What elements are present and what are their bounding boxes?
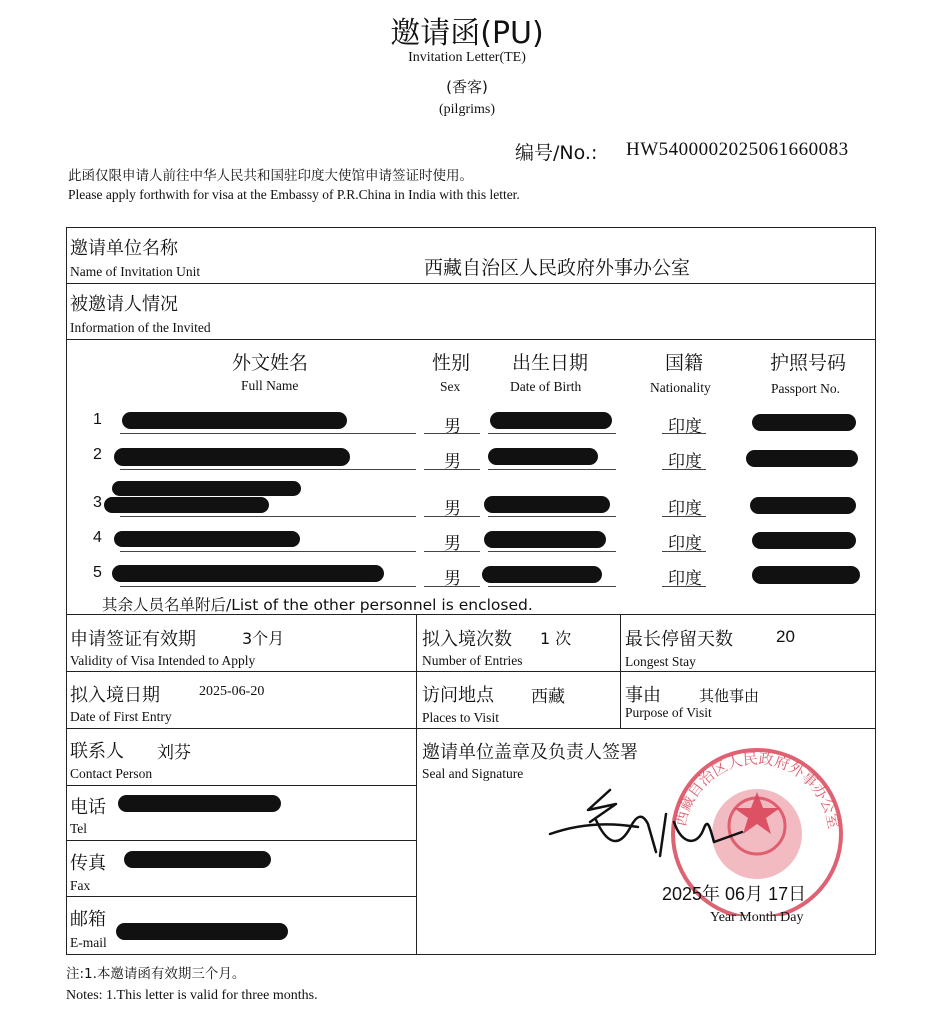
col-header-sex: 性别	[432, 352, 471, 374]
redaction-bar	[482, 566, 602, 583]
contact-value: 刘芬	[157, 743, 191, 763]
col-header-name: 外文姓名	[232, 352, 309, 374]
validity-label: 申请签证有效期	[70, 629, 196, 650]
redaction-bar	[752, 414, 856, 431]
redaction-bar	[488, 448, 598, 465]
row-number: 5	[93, 564, 102, 581]
purpose-label-en: Purpose of Visit	[625, 705, 712, 720]
col-header-dob: 出生日期	[512, 352, 589, 374]
entries-value: 1 次	[540, 629, 572, 648]
redaction-bar	[118, 795, 281, 812]
contact-label-en: Contact Person	[70, 766, 153, 781]
redaction-bar	[752, 532, 856, 549]
redaction-bar	[114, 448, 350, 466]
row-nationality: 印度	[668, 452, 702, 472]
document-number-label: 编号/No.:	[515, 142, 598, 164]
footer-note-en: Notes: 1.This letter is valid for three months.	[66, 988, 318, 1003]
email-label-en: E-mail	[70, 935, 107, 950]
validity-value: 3个月	[242, 629, 285, 648]
entries-label: 拟入境次数	[422, 629, 512, 650]
entry-date-value: 2025-06-20	[199, 684, 265, 699]
unit-name: 西藏自治区人民政府外事办公室	[424, 257, 691, 279]
signature	[548, 782, 748, 862]
row-sex: 男	[444, 452, 461, 472]
invited-label-en: Information of the Invited	[70, 320, 211, 335]
row-sex: 男	[444, 499, 461, 519]
col-header-passport-en: Passport No.	[771, 381, 841, 396]
stay-value: 20	[776, 627, 795, 646]
col-header-nationality-en: Nationality	[650, 380, 711, 395]
row-number: 3	[93, 494, 102, 511]
col-header-sex-en: Sex	[440, 379, 461, 394]
page-title: 邀请函(PU)	[390, 16, 544, 51]
email-label: 邮箱	[70, 909, 106, 930]
col-header-dob-en: Date of Birth	[510, 379, 582, 394]
stay-label: 最长停留天数	[625, 629, 733, 650]
usage-note-en: Please apply forthwith for visa at the Embassy of P.R.China in India with this letter.	[68, 187, 520, 202]
sign-date-en: Year Month Day	[710, 910, 804, 925]
entry-date-label-en: Date of First Entry	[70, 709, 172, 724]
places-label: 访问地点	[422, 685, 494, 706]
unit-label-en: Name of Invitation Unit	[70, 264, 201, 279]
redaction-bar	[124, 851, 271, 868]
usage-note-cn: 此函仅限申请人前往中华人民共和国驻印度大使馆申请签证时使用。	[68, 168, 473, 184]
seal-label: 邀请单位盖章及负责人签署	[422, 742, 638, 763]
row-nationality: 印度	[668, 417, 702, 437]
places-value: 西藏	[531, 687, 565, 707]
unit-label: 邀请单位名称	[70, 238, 178, 259]
stamp-text: 西藏自治区人民政府外事办公室	[671, 749, 843, 831]
redaction-bar	[112, 565, 384, 582]
page-subtitle-en: (pilgrims)	[439, 102, 495, 117]
redaction-bar	[484, 531, 606, 548]
seal-label-en: Seal and Signature	[422, 766, 524, 781]
row-sex: 男	[444, 569, 461, 589]
row-number: 1	[93, 411, 102, 428]
tel-label-en: Tel	[70, 821, 88, 836]
contact-label: 联系人	[70, 741, 124, 762]
row-nationality: 印度	[668, 569, 702, 589]
footer-note-cn: 注:1.本邀请函有效期三个月。	[66, 966, 246, 982]
page-subtitle: (香客)	[446, 78, 488, 96]
row-number: 4	[93, 529, 102, 546]
page-title-en: Invitation Letter(TE)	[408, 50, 526, 65]
purpose-label: 事由	[625, 685, 661, 706]
fax-label-en: Fax	[70, 878, 91, 893]
row-sex: 男	[444, 534, 461, 554]
others-note: 其余人员名单附后/List of the other personnel is enclosed.	[102, 596, 533, 614]
fax-label: 传真	[70, 853, 106, 874]
redaction-bar	[750, 497, 856, 514]
row-nationality: 印度	[668, 499, 702, 519]
col-header-nationality: 国籍	[665, 352, 704, 374]
stay-label-en: Longest Stay	[625, 654, 696, 669]
redaction-bar	[752, 566, 860, 584]
redaction-bar	[104, 497, 269, 513]
row-sex: 男	[444, 417, 461, 437]
redaction-bar	[484, 496, 610, 513]
entries-label-en: Number of Entries	[422, 653, 523, 668]
entry-date-label: 拟入境日期	[70, 685, 160, 706]
col-header-name-en: Full Name	[241, 378, 299, 393]
col-header-passport: 护照号码	[770, 352, 847, 374]
redaction-bar	[746, 450, 858, 467]
redaction-bar	[114, 531, 300, 547]
tel-label: 电话	[70, 797, 106, 818]
redaction-bar	[112, 481, 301, 496]
purpose-value: 其他事由	[699, 687, 760, 705]
document-number: HW5400002025061660083	[626, 139, 849, 160]
redaction-bar	[122, 412, 347, 429]
row-nationality: 印度	[668, 534, 702, 554]
row-number: 2	[93, 446, 102, 463]
sign-date: 2025年 06月 17日	[662, 884, 807, 904]
validity-label-en: Validity of Visa Intended to Apply	[70, 653, 256, 668]
places-label-en: Places to Visit	[422, 710, 499, 725]
invited-label: 被邀请人情况	[70, 294, 178, 315]
redaction-bar	[490, 412, 612, 429]
redaction-bar	[116, 923, 288, 940]
